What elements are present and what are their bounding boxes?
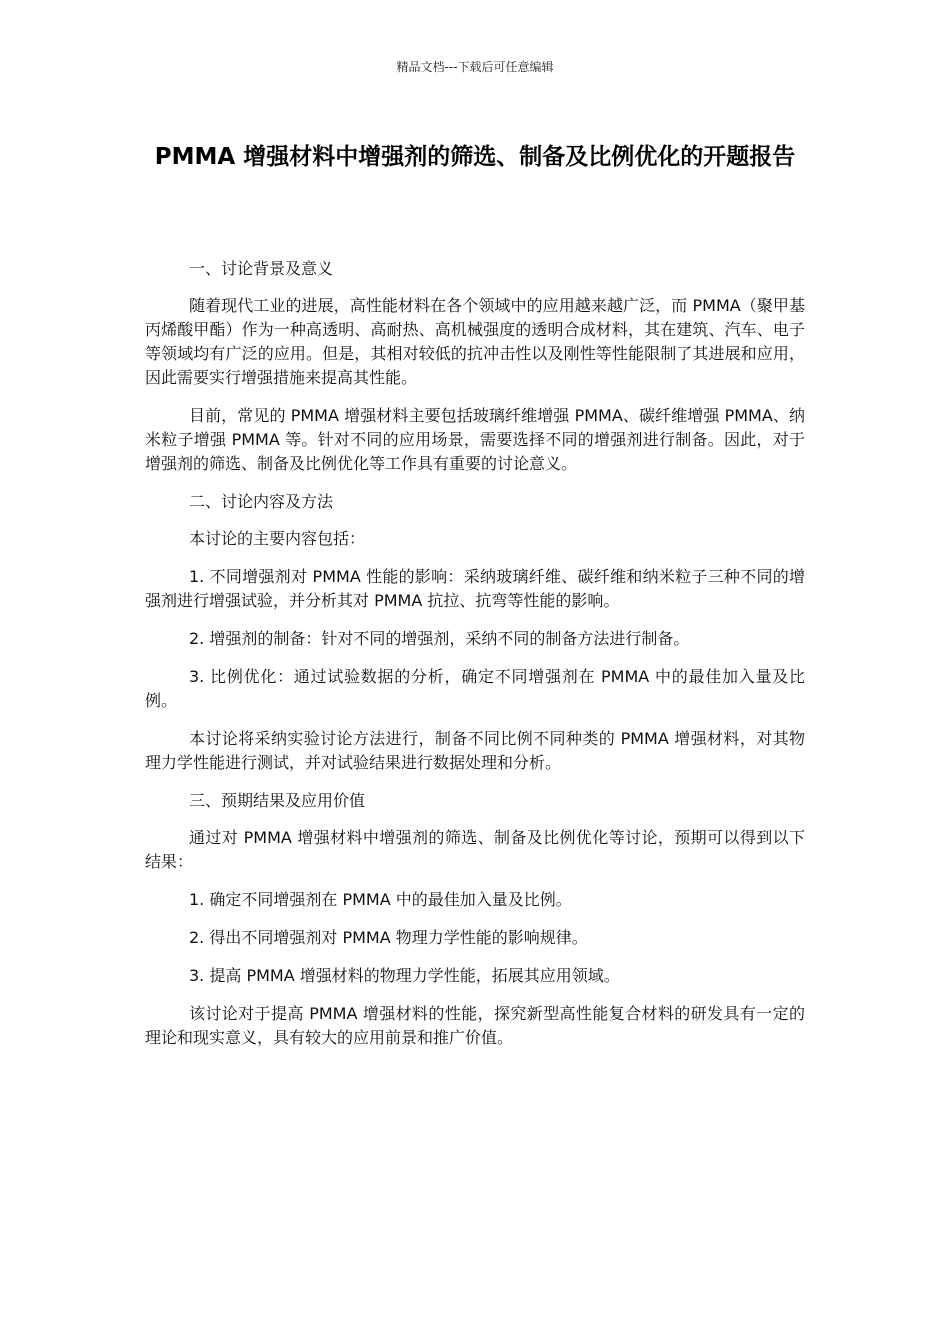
list-item-methods-2: 2. 增强剂的制备：针对不同的增强剂，采纳不同的制备方法进行制备。 xyxy=(189,629,690,648)
section-heading-background: 一、讨论背景及意义 xyxy=(189,259,334,278)
header-note: 精品文档---下载后可任意编辑 xyxy=(396,60,554,74)
section-heading-results: 三、预期结果及应用价值 xyxy=(189,791,366,810)
document-body xyxy=(145,257,805,1064)
paragraph-conclusion: 该讨论对于提高 PMMA 增强材料的性能，探究新型高性能复合材料的研发具有一定的理论和现实意义，具有较大的应用前景和推广价值。 xyxy=(145,1004,805,1047)
paragraph-results-intro: 通过对 PMMA 增强材料中增强剂的筛选、制备及比例优化等讨论，预期可以得到以下结果： xyxy=(145,828,805,871)
document-title: PMMA 增强材料中增强剂的筛选、制备及比例优化的开题报告 xyxy=(154,144,796,170)
list-item-methods-1: 1. 不同增强剂对 PMMA 性能的影响：采纳玻璃纤维、碳纤维和纳米粒子三种不同的增强剂进行增强试验，并分析其对 PMMA 抗拉、抗弯等性能的影响。 xyxy=(145,567,805,610)
paragraph-background-1: 随着现代工业的进展，高性能材料在各个领域中的应用越来越广泛，而 PMMA（聚甲基丙烯酸甲酯）作为一种高透明、高耐热、高机械强度的透明合成材料，其在建筑、汽车、电子等领域均有广泛的应用。但是，其相对较低的抗冲击性以及刚性等性能限制了其进展和应用，因此需要实行增强措施来提高其性能。 xyxy=(145,296,805,387)
section-heading-methods: 二、讨论内容及方法 xyxy=(189,492,334,511)
list-item-methods-3: 3. 比例优化：通过试验数据的分析，确定不同增强剂在 PMMA 中的最佳加入量及比例。 xyxy=(145,667,805,710)
list-item-results-1: 1. 确定不同增强剂在 PMMA 中的最佳加入量及比例。 xyxy=(189,890,572,909)
paragraph-methods-summary: 本讨论将采纳实验讨论方法进行，制备不同比例不同种类的 PMMA 增强材料，对其物理力学性能进行测试，并对试验结果进行数据处理和分析。 xyxy=(145,729,805,772)
list-item-results-3: 3. 提高 PMMA 增强材料的物理力学性能，拓展其应用领域。 xyxy=(189,966,620,985)
paragraph-methods-intro: 本讨论的主要内容包括： xyxy=(189,529,366,548)
paragraph-background-2: 目前，常见的 PMMA 增强材料主要包括玻璃纤维增强 PMMA、碳纤维增强 PMMA、纳米粒子增强 PMMA 等。针对不同的应用场景，需要选择不同的增强剂进行制备。因此，对于增强剂的筛选、制备及比例优化等工作具有重要的讨论意义。 xyxy=(145,406,805,473)
list-item-results-2: 2. 得出不同增强剂对 PMMA 物理力学性能的影响规律。 xyxy=(189,928,588,947)
